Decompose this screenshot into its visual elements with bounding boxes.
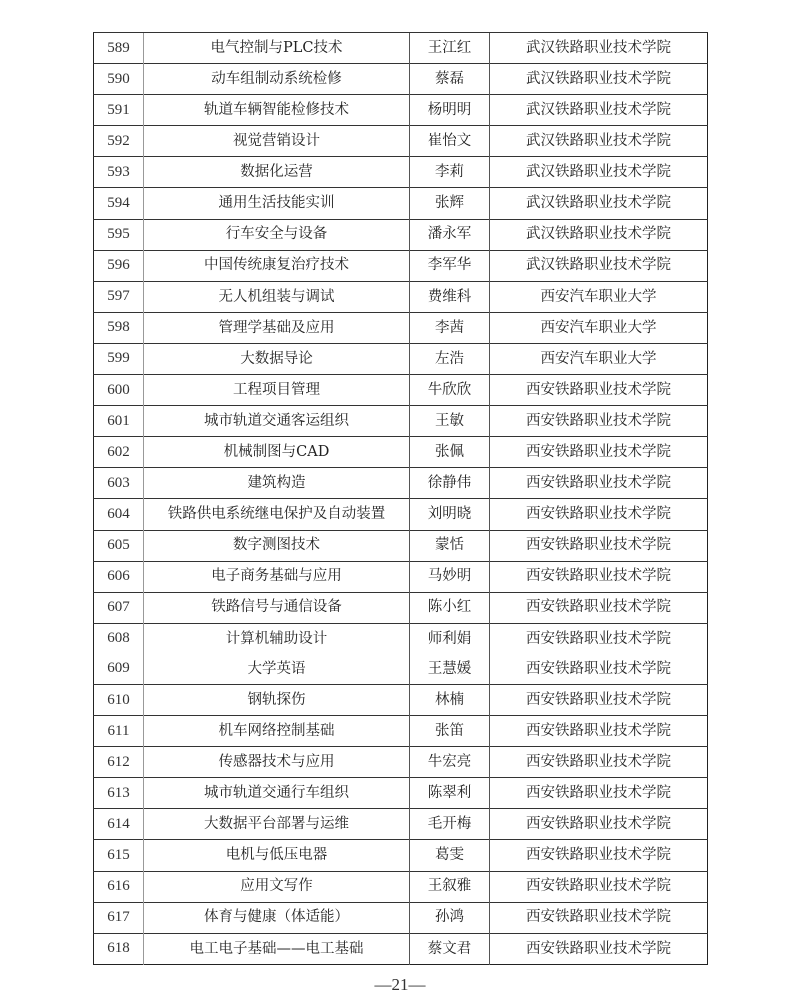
table-row bbox=[94, 499, 708, 530]
teacher-name: 林楠 bbox=[410, 684, 490, 715]
teacher-name: 蔡磊 bbox=[410, 64, 490, 95]
table-row bbox=[94, 716, 708, 747]
course-name: 机车网络控制基础 bbox=[144, 716, 410, 747]
school-name: 西安铁路职业技术学院 bbox=[490, 623, 708, 654]
row-number: 618 bbox=[94, 933, 144, 964]
row-number: 602 bbox=[94, 437, 144, 468]
table-row bbox=[94, 747, 708, 778]
course-name: 数据化运营 bbox=[144, 157, 410, 188]
teacher-name: 牛欣欣 bbox=[410, 375, 490, 406]
course-name: 钢轨探伤 bbox=[144, 684, 410, 715]
school-name: 西安铁路职业技术学院 bbox=[490, 561, 708, 592]
school-name: 西安铁路职业技术学院 bbox=[490, 684, 708, 715]
school-name: 西安铁路职业技术学院 bbox=[490, 871, 708, 902]
school-name: 西安汽车职业大学 bbox=[490, 281, 708, 312]
row-number: 604 bbox=[94, 499, 144, 530]
school-name: 西安铁路职业技术学院 bbox=[490, 778, 708, 809]
course-name: 通用生活技能实训 bbox=[144, 188, 410, 219]
table-row bbox=[94, 64, 708, 95]
teacher-name: 潘永军 bbox=[410, 219, 490, 250]
row-number: 616 bbox=[94, 871, 144, 902]
teacher-name: 葛雯 bbox=[410, 840, 490, 871]
course-name: 电气控制与PLC技术 bbox=[144, 33, 410, 64]
school-name: 西安铁路职业技术学院 bbox=[490, 499, 708, 530]
course-name: 大学英语 bbox=[144, 654, 410, 685]
course-name: 体育与健康（体适能） bbox=[144, 902, 410, 933]
course-name: 城市轨道交通行车组织 bbox=[144, 778, 410, 809]
course-name: 电子商务基础与应用 bbox=[144, 561, 410, 592]
school-name: 武汉铁路职业技术学院 bbox=[490, 250, 708, 281]
table-row bbox=[94, 623, 708, 654]
row-number: 610 bbox=[94, 684, 144, 715]
teacher-name: 张辉 bbox=[410, 188, 490, 219]
course-name: 大数据平台部署与运维 bbox=[144, 809, 410, 840]
table-row bbox=[94, 343, 708, 374]
table-body bbox=[94, 33, 708, 965]
row-number: 589 bbox=[94, 33, 144, 64]
table-row bbox=[94, 902, 708, 933]
teacher-name: 孙鸿 bbox=[410, 902, 490, 933]
course-name: 城市轨道交通客运组织 bbox=[144, 406, 410, 437]
course-name: 数字测图技术 bbox=[144, 530, 410, 561]
row-number: 601 bbox=[94, 406, 144, 437]
school-name: 西安铁路职业技术学院 bbox=[490, 406, 708, 437]
row-number: 600 bbox=[94, 375, 144, 406]
school-name: 西安铁路职业技术学院 bbox=[490, 530, 708, 561]
row-number: 606 bbox=[94, 561, 144, 592]
school-name: 西安铁路职业技术学院 bbox=[490, 747, 708, 778]
teacher-name: 马妙明 bbox=[410, 561, 490, 592]
course-name: 铁路供电系统继电保护及自动装置 bbox=[144, 499, 410, 530]
table-row bbox=[94, 468, 708, 499]
teacher-name: 王江红 bbox=[410, 33, 490, 64]
teacher-name: 刘明晓 bbox=[410, 499, 490, 530]
row-number: 599 bbox=[94, 343, 144, 374]
teacher-name: 张佩 bbox=[410, 437, 490, 468]
teacher-name: 李茜 bbox=[410, 312, 490, 343]
row-number: 605 bbox=[94, 530, 144, 561]
row-number: 594 bbox=[94, 188, 144, 219]
row-number: 612 bbox=[94, 747, 144, 778]
school-name: 西安铁路职业技术学院 bbox=[490, 375, 708, 406]
course-name: 应用文写作 bbox=[144, 871, 410, 902]
school-name: 武汉铁路职业技术学院 bbox=[490, 188, 708, 219]
table-row bbox=[94, 809, 708, 840]
table-row bbox=[94, 33, 708, 64]
row-number: 596 bbox=[94, 250, 144, 281]
course-name: 动车组制动系统检修 bbox=[144, 64, 410, 95]
school-name: 西安铁路职业技术学院 bbox=[490, 437, 708, 468]
teacher-name: 蔡文君 bbox=[410, 933, 490, 964]
school-name: 武汉铁路职业技术学院 bbox=[490, 126, 708, 157]
table-row bbox=[94, 157, 708, 188]
school-name: 西安铁路职业技术学院 bbox=[490, 840, 708, 871]
table-row bbox=[94, 871, 708, 902]
row-number: 611 bbox=[94, 716, 144, 747]
school-name: 武汉铁路职业技术学院 bbox=[490, 157, 708, 188]
row-number: 595 bbox=[94, 219, 144, 250]
teacher-name: 陈翠利 bbox=[410, 778, 490, 809]
table-row bbox=[94, 95, 708, 126]
table-row bbox=[94, 654, 708, 685]
teacher-name: 牛宏亮 bbox=[410, 747, 490, 778]
teacher-name: 费维科 bbox=[410, 281, 490, 312]
school-name: 武汉铁路职业技术学院 bbox=[490, 219, 708, 250]
row-number: 608 bbox=[94, 623, 144, 654]
teacher-name: 王叙雅 bbox=[410, 871, 490, 902]
row-number: 617 bbox=[94, 902, 144, 933]
teacher-name: 王敏 bbox=[410, 406, 490, 437]
table-row bbox=[94, 778, 708, 809]
course-list-table bbox=[93, 32, 708, 965]
row-number: 597 bbox=[94, 281, 144, 312]
table-row bbox=[94, 933, 708, 964]
table-row bbox=[94, 592, 708, 623]
school-name: 西安汽车职业大学 bbox=[490, 343, 708, 374]
row-number: 598 bbox=[94, 312, 144, 343]
course-name: 管理学基础及应用 bbox=[144, 312, 410, 343]
table-row bbox=[94, 312, 708, 343]
table-row bbox=[94, 684, 708, 715]
table-row bbox=[94, 250, 708, 281]
table-row bbox=[94, 840, 708, 871]
row-number: 614 bbox=[94, 809, 144, 840]
table-row bbox=[94, 406, 708, 437]
row-number: 591 bbox=[94, 95, 144, 126]
teacher-name: 王慧媛 bbox=[410, 654, 490, 685]
school-name: 西安铁路职业技术学院 bbox=[490, 716, 708, 747]
table-row bbox=[94, 281, 708, 312]
row-number: 593 bbox=[94, 157, 144, 188]
row-number: 615 bbox=[94, 840, 144, 871]
row-number: 590 bbox=[94, 64, 144, 95]
teacher-name: 蒙恬 bbox=[410, 530, 490, 561]
row-number: 592 bbox=[94, 126, 144, 157]
row-number: 603 bbox=[94, 468, 144, 499]
school-name: 西安铁路职业技术学院 bbox=[490, 592, 708, 623]
table-row bbox=[94, 126, 708, 157]
table-row bbox=[94, 561, 708, 592]
course-name: 机械制图与CAD bbox=[144, 437, 410, 468]
school-name: 西安铁路职业技术学院 bbox=[490, 933, 708, 964]
course-name: 传感器技术与应用 bbox=[144, 747, 410, 778]
table-row bbox=[94, 188, 708, 219]
school-name: 西安铁路职业技术学院 bbox=[490, 654, 708, 685]
school-name: 西安铁路职业技术学院 bbox=[490, 809, 708, 840]
school-name: 武汉铁路职业技术学院 bbox=[490, 64, 708, 95]
teacher-name: 陈小红 bbox=[410, 592, 490, 623]
school-name: 武汉铁路职业技术学院 bbox=[490, 95, 708, 126]
course-name: 计算机辅助设计 bbox=[144, 623, 410, 654]
course-name: 中国传统康复治疗技术 bbox=[144, 250, 410, 281]
teacher-name: 崔怡文 bbox=[410, 126, 490, 157]
row-number: 609 bbox=[107, 660, 130, 677]
course-name: 轨道车辆智能检修技术 bbox=[144, 95, 410, 126]
school-name: 西安汽车职业大学 bbox=[490, 312, 708, 343]
course-name: 无人机组装与调试 bbox=[144, 281, 410, 312]
course-name: 建筑构造 bbox=[144, 468, 410, 499]
school-name: 西安铁路职业技术学院 bbox=[490, 468, 708, 499]
teacher-name: 师利娟 bbox=[410, 623, 490, 654]
teacher-name: 张笛 bbox=[410, 716, 490, 747]
course-name: 铁路信号与通信设备 bbox=[144, 592, 410, 623]
teacher-name: 毛开梅 bbox=[410, 809, 490, 840]
course-name: 电机与低压电器 bbox=[144, 840, 410, 871]
teacher-name: 左浩 bbox=[410, 343, 490, 374]
page-number: —21— bbox=[374, 975, 426, 994]
course-name: 视觉营销设计 bbox=[144, 126, 410, 157]
teacher-name: 李军华 bbox=[410, 250, 490, 281]
course-name: 工程项目管理 bbox=[144, 375, 410, 406]
teacher-name: 李莉 bbox=[410, 157, 490, 188]
row-number: 607 bbox=[94, 592, 144, 623]
row-number: 613 bbox=[94, 778, 144, 809]
course-name: 电工电子基础——电工基础 bbox=[144, 933, 410, 964]
teacher-name: 徐静伟 bbox=[410, 468, 490, 499]
school-name: 西安铁路职业技术学院 bbox=[490, 902, 708, 933]
course-name: 行车安全与设备 bbox=[144, 219, 410, 250]
table-row bbox=[94, 219, 708, 250]
school-name: 武汉铁路职业技术学院 bbox=[490, 33, 708, 64]
table-row bbox=[94, 437, 708, 468]
course-name: 大数据导论 bbox=[144, 343, 410, 374]
table-row bbox=[94, 375, 708, 406]
table-row bbox=[94, 530, 708, 561]
teacher-name: 杨明明 bbox=[410, 95, 490, 126]
